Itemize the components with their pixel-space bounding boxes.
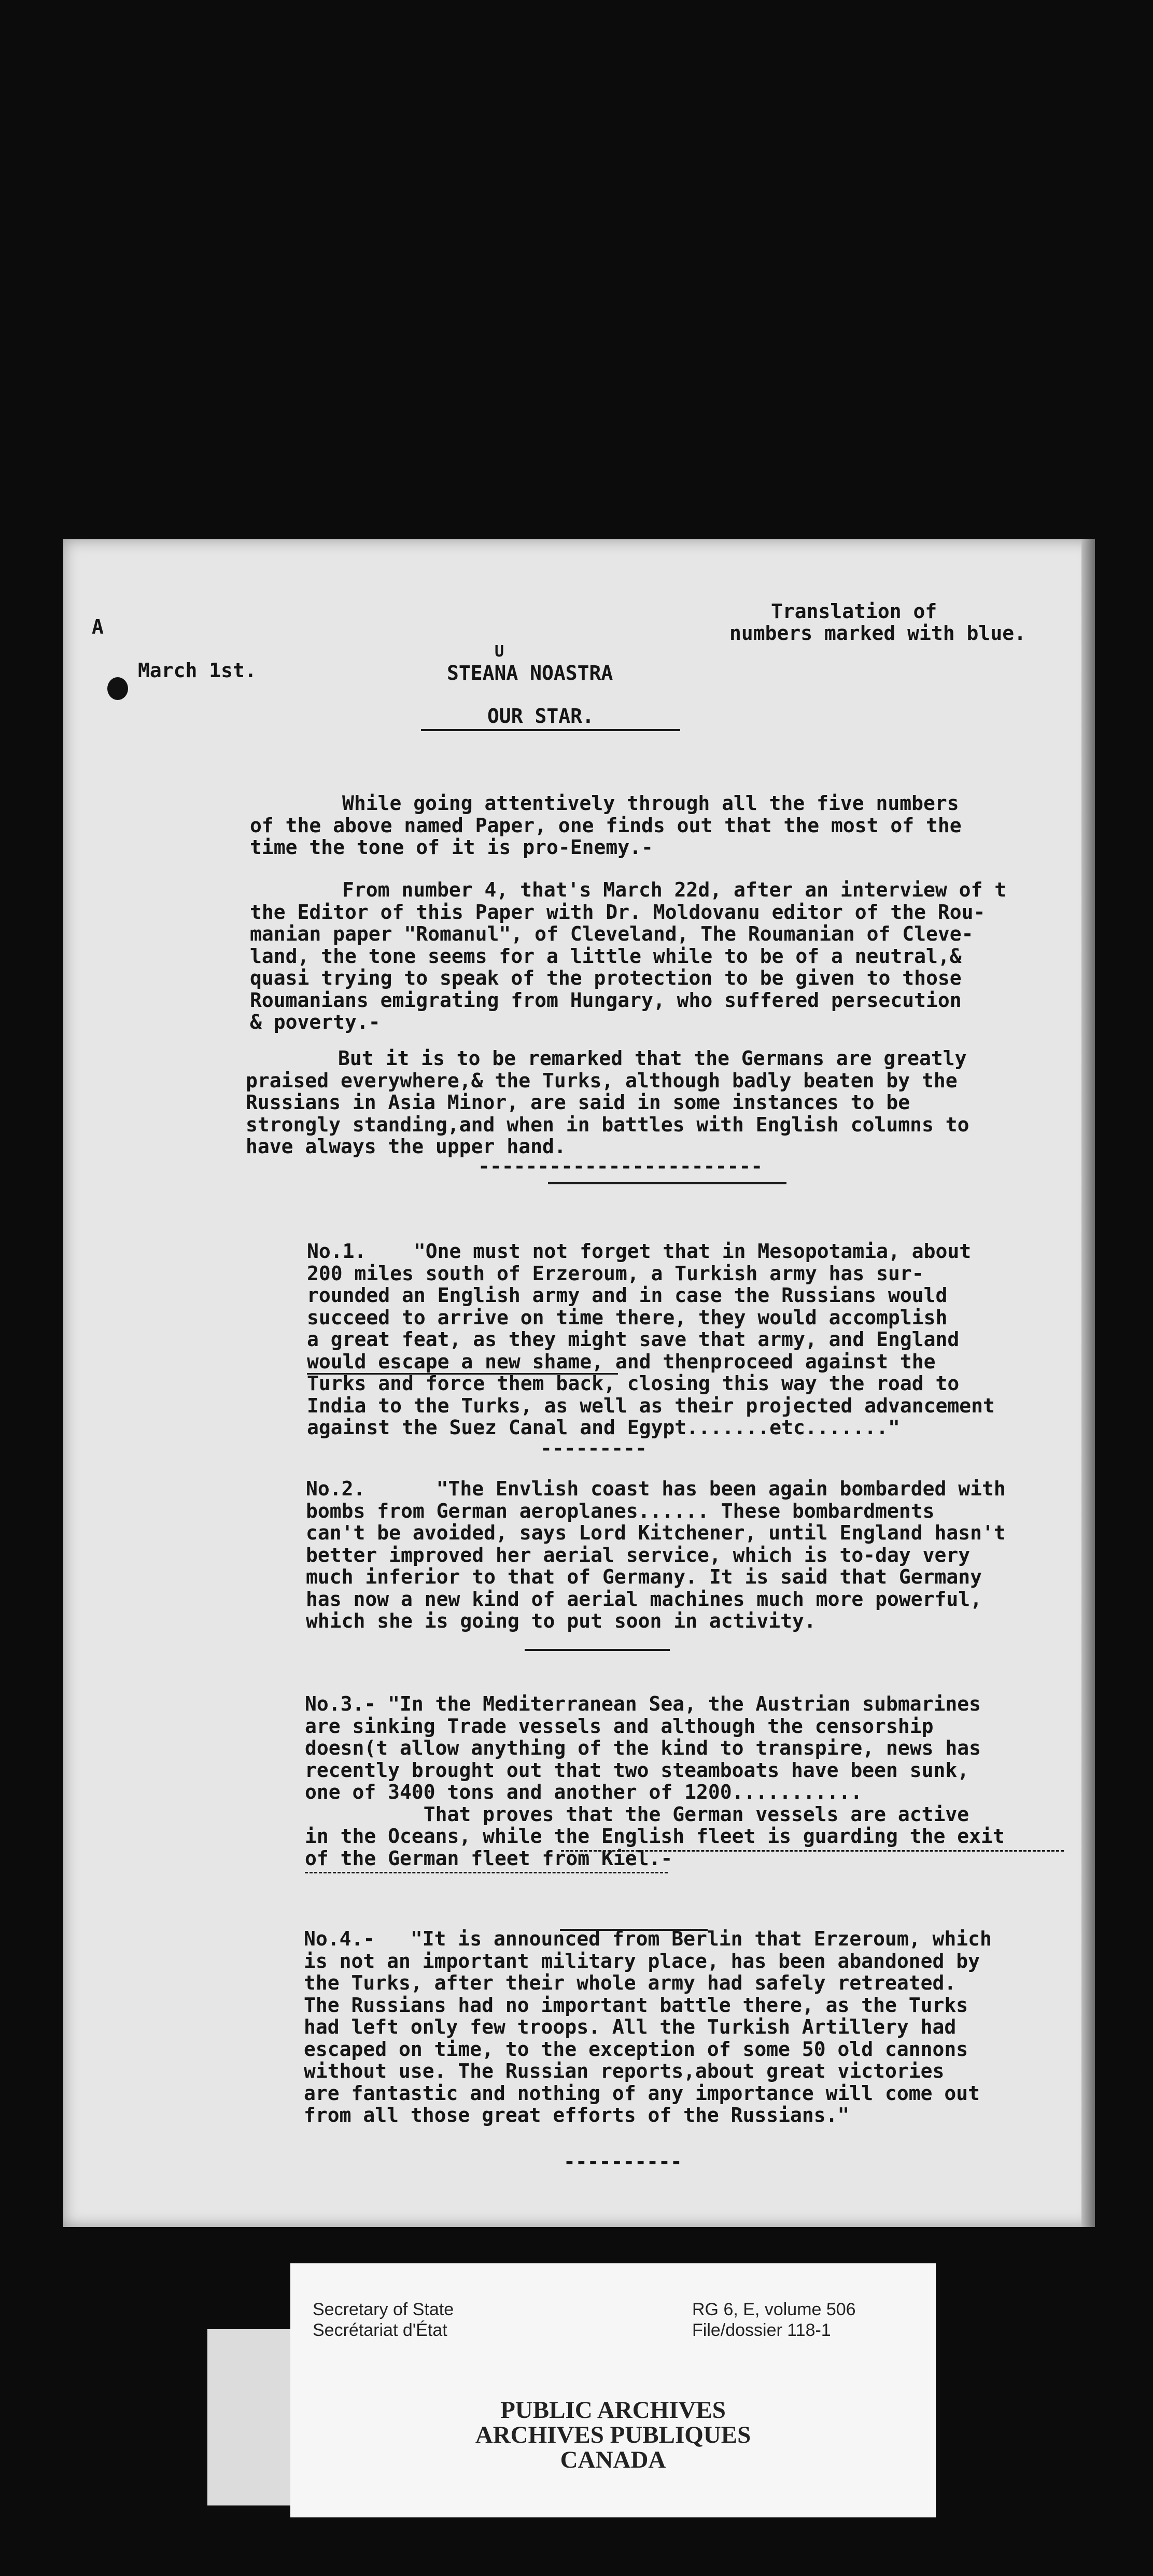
- paper-name: STEANA NOASTRA: [447, 662, 613, 684]
- text-line: without use. The Russian reports,about great victories: [304, 2060, 945, 2082]
- text-line: No.3.- "In the Mediterranean Sea, the Austrian submarines: [305, 1692, 981, 1715]
- text-line: recently brought out that two steamboats have been sunk,: [305, 1758, 969, 1782]
- paper-name-correction: U: [495, 642, 504, 661]
- text-line: praised everywhere,& the Turks, although badly beaten by the: [246, 1069, 958, 1092]
- archive-title-line-2: ARCHIVES PUBLIQUES: [475, 2421, 751, 2448]
- text-line: succeed to arrive on time there, they would accomplish: [307, 1306, 948, 1329]
- text-line: time the tone of it is pro-Enemy.-: [250, 836, 653, 859]
- text-line: doesn(t allow anything of the kind to transpire, news has: [305, 1737, 981, 1759]
- item-2: [306, 1478, 1006, 1632]
- text-line: much inferior to that of Germany. It is said that Germany: [306, 1565, 982, 1588]
- underline-new-shame: [307, 1373, 618, 1375]
- intro-paragraph-1: [250, 792, 962, 859]
- text-line: one of 3400 tons and another of 1200...........: [305, 1781, 863, 1803]
- text-line: India to the Turks, as well as their projected advancement: [307, 1394, 995, 1417]
- text-line: from all those great efforts of the Russians.": [304, 2104, 850, 2126]
- text-line: the Turks, after their whole army had safely retreated.: [304, 1971, 957, 1994]
- text-line: are fantastic and nothing of any importance will come out: [304, 2081, 980, 2105]
- text-line: From number 4, that's March 22d, after an interview of t: [342, 878, 1007, 901]
- text-line: Turks and force them back, closing this way the road to: [307, 1372, 960, 1395]
- underline-kiel: [305, 1872, 668, 1873]
- intro-paragraph-2: [250, 879, 1006, 1033]
- text-line: which she is going to put soon in activity.: [306, 1609, 816, 1632]
- item-1-dashes: ---------: [540, 1437, 647, 1460]
- department-french: Secrétariat d'État: [313, 2320, 447, 2340]
- archive-label: [290, 2263, 936, 2517]
- text-line: in the Oceans, while the English fleet is guarding the exit: [305, 1825, 1005, 1847]
- text-line: can't be avoided, says Lord Kitchener, until England hasn't: [306, 1521, 1006, 1544]
- text-line: against the Suez Canal and Egypt.......etc.......": [307, 1416, 900, 1439]
- text-line: 200 miles south of Erzeroum, a Turkish army has sur-: [307, 1262, 924, 1285]
- text-line: have always the upper hand.: [246, 1135, 566, 1158]
- text-line: Russians in Asia Minor, are said in some instances to be: [246, 1091, 910, 1114]
- text-line: of the German fleet from Kiel.-: [305, 1846, 673, 1870]
- record-group: RG 6, E, volume 506: [692, 2300, 856, 2319]
- text-line: of the above named Paper, one finds out that the most of the: [250, 814, 962, 837]
- text-line: Roumanians emigrating from Hungary, who suffered persecution: [250, 988, 962, 1012]
- text-line: quasi trying to speak of the protection to be given to those: [250, 967, 962, 989]
- intro-paragraph-3: [246, 1047, 969, 1158]
- text-line: manian paper "Romanul", of Cleveland, The Roumanian of Cleve-: [250, 922, 974, 945]
- text-line: land, the tone seems for a little while to be of a neutral,&: [250, 944, 962, 968]
- translated-title: OUR STAR.: [487, 705, 594, 727]
- text-line: No.2. "The Envlish coast has been again bombarded with: [306, 1477, 1006, 1500]
- separator-dashes: ------------------------: [478, 1155, 763, 1178]
- text-line: had left only few troops. All the Turkish Artillery had: [304, 2015, 957, 2038]
- department-english: Secretary of State: [313, 2300, 454, 2319]
- document-page: [63, 539, 1095, 2227]
- archive-title-line-1: PUBLIC ARCHIVES: [500, 2397, 726, 2424]
- item-2-rule: [525, 1649, 670, 1651]
- text-line: has now a new kind of aerial machines much more powerful,: [306, 1587, 982, 1611]
- title-underline: [421, 729, 680, 731]
- page-edge-shadow: [1081, 539, 1095, 2227]
- item-3: [305, 1693, 1005, 1869]
- item-1: [307, 1240, 995, 1439]
- archive-title-line-3: CANADA: [560, 2446, 666, 2473]
- text-line: But it is to be remarked that the Germans are greatly: [338, 1047, 967, 1070]
- text-line: a great feat, as they might save that army, and England: [307, 1328, 960, 1351]
- text-line: No.4.- "It is announced from Berlin that Erzeroum, which: [304, 1927, 992, 1950]
- text-line: rounded an English army and in case the Russians would: [307, 1284, 948, 1307]
- underline-english-fleet: [561, 1850, 1064, 1852]
- text-line: are sinking Trade vessels and although the censorship: [305, 1714, 934, 1738]
- text-line: & poverty.-: [250, 1011, 381, 1033]
- text-line: escaped on time, to the exception of some 50 old cannons: [304, 2037, 968, 2061]
- date-line: March 1st.: [138, 659, 257, 682]
- item-4: [304, 1928, 992, 2126]
- translation-note-line-1: Translation of: [771, 600, 937, 623]
- text-line: No.1. "One must not forget that in Mesopotamia, about: [307, 1240, 972, 1263]
- text-line: While going attentively through all the five numbers: [342, 792, 959, 815]
- translation-note-line-2: numbers marked with blue.: [729, 622, 1026, 645]
- text-line: the Editor of this Paper with Dr. Moldovanu editor of the Rou-: [250, 900, 986, 923]
- page-letter: A: [92, 615, 104, 638]
- text-line: better improved her aerial service, which is to-day very: [306, 1543, 971, 1566]
- ink-blot: [107, 677, 128, 700]
- text-line: is not an important military place, has been abandoned by: [304, 1949, 980, 1972]
- file-number: File/dossier 118-1: [692, 2320, 831, 2340]
- text-line: That proves that the German vessels are active: [305, 1802, 969, 1826]
- text-line: strongly standing,and when in battles with English columns to: [246, 1113, 969, 1136]
- separator-rule: [548, 1182, 786, 1184]
- text-line: bombs from German aeroplanes...... These bombardments: [306, 1499, 935, 1522]
- text-line: would escape a new shame, and thenproceed against the: [307, 1350, 936, 1373]
- closing-dashes: ----------: [564, 2150, 682, 2173]
- text-line: The Russians had no important battle there, as the Turks: [304, 1993, 968, 2017]
